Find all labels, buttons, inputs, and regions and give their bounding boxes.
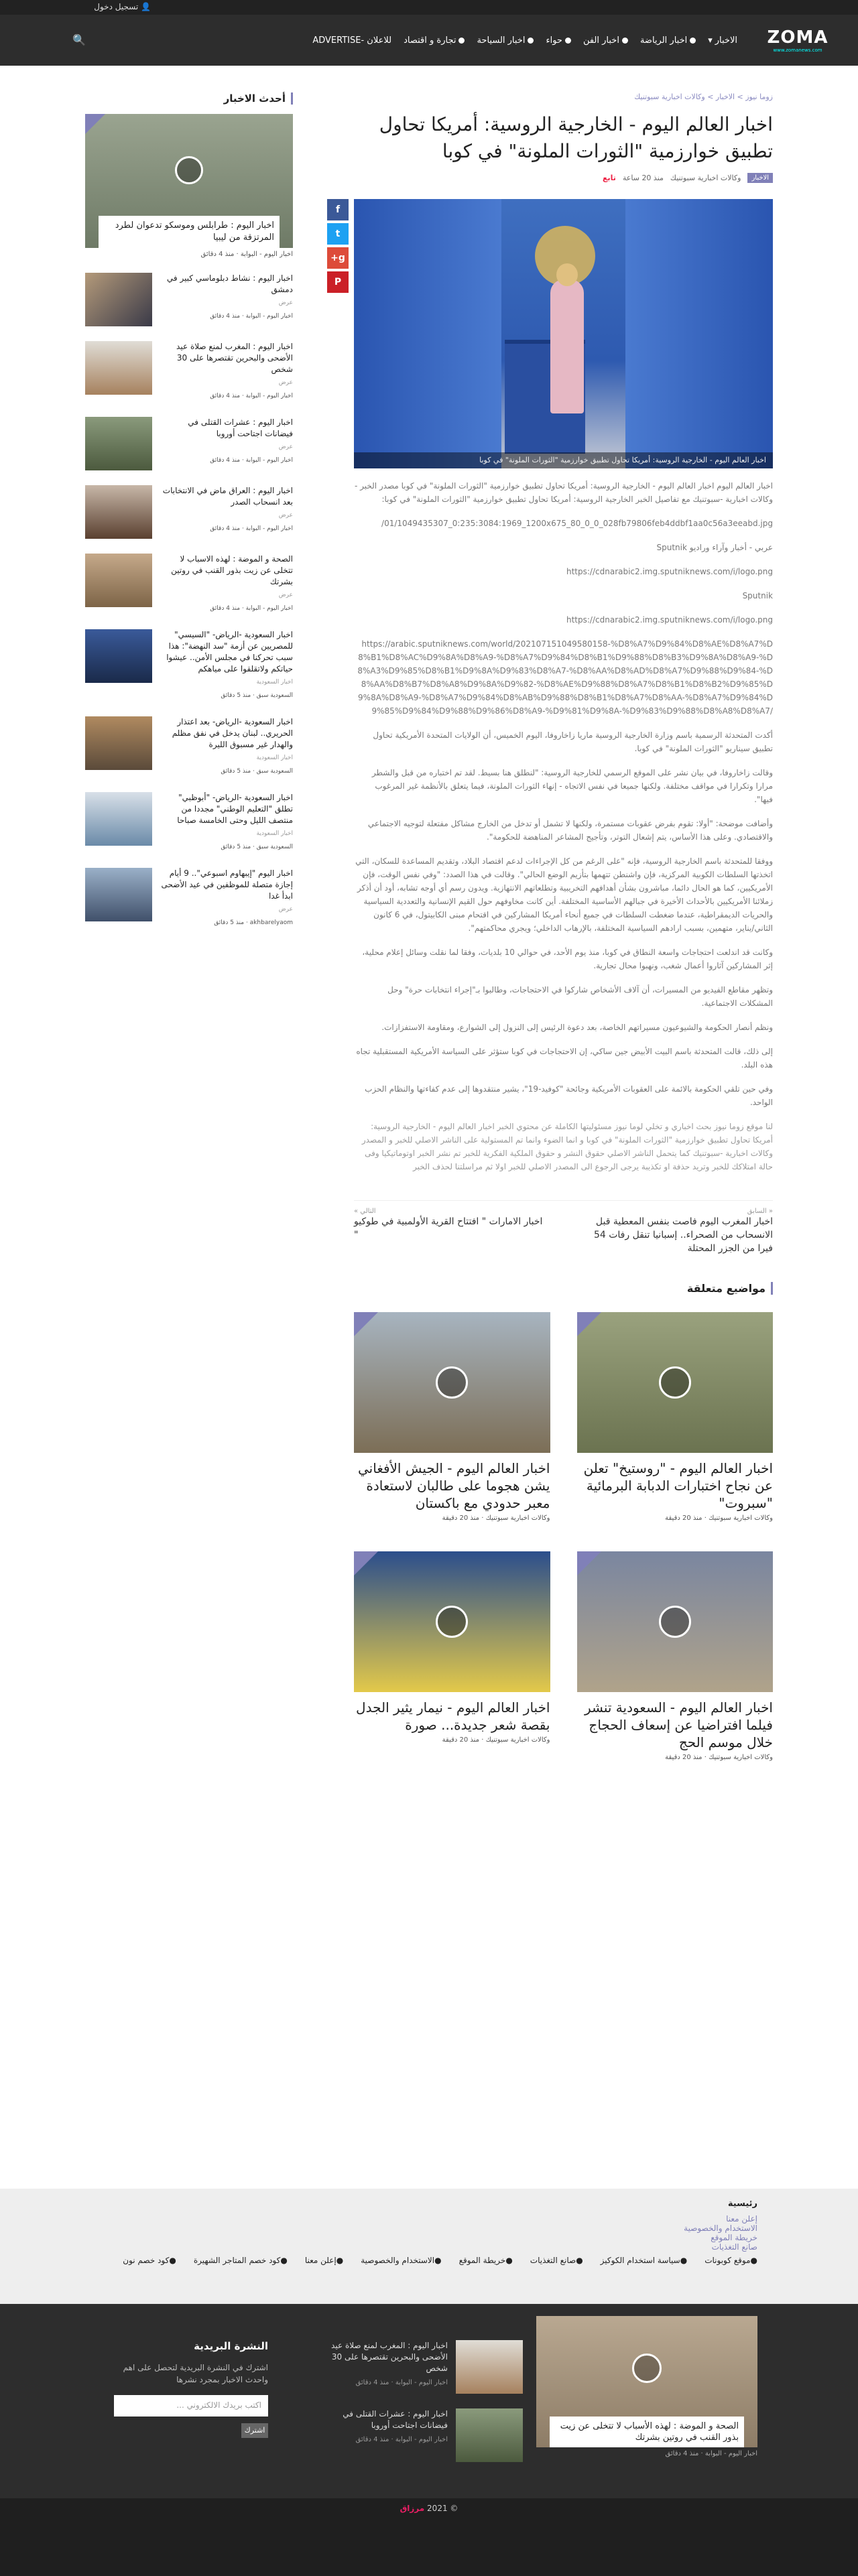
footer-link[interactable]: ● موقع كوبونات (704, 2256, 757, 2265)
list-item[interactable] (322, 2408, 523, 2462)
article-body (354, 479, 773, 1173)
footer-link[interactable]: ● صانع التغذيات (530, 2256, 583, 2265)
dot-icon (528, 38, 534, 44)
google-plus-icon[interactable]: g+ (327, 247, 349, 269)
facebook-icon[interactable]: f (327, 199, 349, 220)
footer-widgets (0, 2304, 858, 2498)
item-title: اخبار اليوم "إيبهاوم اسبوعي".. 9 أيام إجازة متصلة للموظفين في عيد الأضحى ابدأ غدا (161, 868, 293, 901)
site-logo[interactable] (761, 25, 835, 55)
item-sub: اخبار السعودية (256, 679, 293, 686)
item-meta: اخبار اليوم - البوابة · منذ 4 دقائق (355, 2379, 448, 2386)
camera-icon (436, 1366, 468, 1399)
disclaimer: لنا موقع زوما نيوز بحث اخباري و تخلي لوما نيوز مسئوليتها الكاملة عن محتوي الخبر اخبار العالم اليوم - الخارجية الروسية: أمريكا تحاول تطبيق خوارزمية "الثورات الملونة" في كوبا و انما الضوء وانما تم المستولية على الناشر الاصلي للخبر و المصدر وكالات اخبارية -سبوتنيك كما يتحمل الناشر الاصلي حقوق النشر و حقوق الملكية الفكرية للخبر تم نشر الخبر اوتوماتيكيا وفى حالة امتلاكك للخبر وتريد حذفة او تكذيبة يرجى الرجوع الى المصدر الاصلي للخبر اولا ثم مراسلتنا لحذف الخبر (361, 1122, 773, 1171)
related-meta: وكالات اخبارية سبوتنيك · منذ 20 دقيقة (442, 1736, 550, 1744)
item-meta: اخبار اليوم - البوابة · منذ 4 دقائق (210, 313, 293, 320)
item-title: الصحة و الموضة : لهذه الاسباب لا تتخلى عن زيت بذور القنب في روتين بشرتك (171, 554, 293, 586)
related-title: اخبار العالم اليوم - السعودية تنشر فيلما افتراضيا عن إسعاف الحجاج خلال موسم الحج (584, 1699, 773, 1750)
featured-news[interactable] (85, 114, 293, 248)
camera-icon (175, 156, 203, 184)
item-title: اخبار السعودية -الرياض- بعد اعتذار الحريري.. لبنان يدخل في نفق مظلم والهدار غير مسبوق الليرة (172, 717, 293, 749)
featured-title: اخبار اليوم : طرابلس وموسكو تدعوان لطرد المرتزقة من ليبيا (99, 216, 280, 248)
dot-icon (565, 38, 571, 44)
item-sub: عرض (278, 512, 293, 519)
footer-featured[interactable] (536, 2316, 757, 2457)
category-tag[interactable]: الاخبار (747, 173, 773, 183)
item-sub: عرض (278, 906, 293, 913)
image-caption: اخبار العالم اليوم - الخارجية الروسية: أمريكا تحاول تطبيق خوارزمية "الثورات الملونة" في كوبا (354, 452, 773, 468)
footer-link[interactable]: ● إعلن معنا (305, 2256, 343, 2265)
footer-featured-title: الصحة و الموضة : لهذه الأسباب لا تتخلى عن زيت بذور القنب في روتين بشرتك (550, 2417, 744, 2447)
login-link[interactable]: 👤 تسجيل دخول (94, 2, 151, 11)
backdrop-right (625, 199, 773, 468)
item-title: اخبار اليوم : المغرب لمنع صلاة عيد الأضحى والبحرين تقتصرها على 30 شخص (176, 342, 293, 374)
logo-url: www.zomanews.com (773, 48, 822, 53)
footer-link[interactable]: ● كود خصم نون (123, 2256, 176, 2265)
paragraph: https://cdnarabic2.img.sputniknews.com/i/logo.png (566, 615, 773, 625)
prev-next-nav (354, 1200, 773, 1255)
article-title: اخبار العالم اليوم - الخارجية الروسية: أمريكا تحاول تطبيق خوارزمية "الثورات الملونة" في كوبا (379, 113, 773, 162)
list-item[interactable] (85, 792, 293, 853)
newsletter-email-input[interactable]: اكتب بريدك الالكتروني ... (114, 2395, 268, 2417)
item-thumbnail (85, 273, 152, 326)
item-sub: عرض (278, 300, 293, 306)
footer-featured-meta: اخبار اليوم - البوابة · منذ 4 دقائق (665, 2450, 757, 2457)
item-meta: السعودية سبق · منذ 5 دقائق (221, 692, 293, 699)
item-meta: اخبار اليوم - البوابة · منذ 4 دقائق (210, 457, 293, 464)
paragraph: وتظهر مقاطع الفيديو من المسيرات، أن آلاف الأشخاص شاركوا في الاحتجاجات، وطالبوا بـ"إجراء انتخابات حرة" وحل المشكلات الاجتماعية. (387, 985, 773, 1008)
item-title: اخبار اليوم : العراق ماض في الانتخابات بعد انسحاب الصدر (162, 486, 293, 507)
related-card[interactable] (577, 1551, 774, 1761)
footer-col-link[interactable]: خريطة الموقع (711, 2233, 757, 2242)
article-time: منذ 20 ساعة (622, 174, 664, 182)
twitter-icon[interactable]: t (327, 223, 349, 245)
sidebar (85, 92, 293, 929)
paragraph: أكدت المتحدثة الرسمية باسم وزارة الخارجية الروسية ماريا زاخاروفا، اليوم الخميس، أن الولايات المتحدة الأمريكية تحاول تطبيق سيناريو "الثورات الملونة" في كوبا. (373, 730, 773, 753)
related-card[interactable] (577, 1312, 774, 1522)
site-header (0, 15, 858, 66)
nav-item-women[interactable]: حواء (546, 36, 570, 46)
paragraph: ووفقا للمتحدثة باسم الخارجية الروسية، فإنه "على الرغم من كل الإجراءات لدعم اقتصاد البلاد، وتقديم المساعدة للسكان، التي اتخذتها السلطات الكوبية المركزية، فإن واشنطن تتهمها بتأزيم الوضع الحالي". وقالت في هذا الصدد: "وفي نفس الوقت، فإن الأمريكيين، كما هو الحال دائما، مباشرون بشأن أهدافهم التخريبية وتطلعاتهم الانتهازية. ويدون رسم أي أوجه تشابه، أود أن أذكر زملائنا الأمريكيين بالأحداث الأخيرة في جبالهم الأساسية المختلفة. أين كانت مخاوفهم حول القيم الإنسانية والتعددية السياسية والحريات الديمقراطية، عندما ضغطت السلطات في جميع أنحاء أمريكا المشاركين في اقتحام مبنى الكابيتول، في 6 كانون الثاني/يناير، متهمين، بسبب ارادهم السياسية المختلفة، بالإرهاب الداخلي؛ ويجري محاكمتهم". (355, 856, 773, 933)
camera-icon (436, 1606, 468, 1638)
paragraph: https://cdnarabic2.img.sputniknews.com/i/logo.png (566, 567, 773, 576)
item-thumbnail (85, 554, 152, 607)
related-card[interactable] (354, 1551, 550, 1761)
related-image (577, 1312, 774, 1453)
item-title: اخبار اليوم : عشرات القتلى في فيضانات اجتاحت أوروبا (188, 417, 293, 438)
dot-icon (690, 38, 696, 44)
related-heading: مواضيع متعلقة (354, 1282, 773, 1295)
footer-col-link[interactable]: صانع التغذيات (711, 2242, 757, 2252)
prev-article[interactable] (578, 1208, 773, 1255)
item-sub: اخبار السعودية (256, 830, 293, 837)
footer-featured-image (536, 2316, 757, 2447)
newsletter-desc: اشترك في النشرة البريدية لتحصل على اهم واحدث الاخبار بمجرد نشرها (123, 2363, 268, 2384)
item-title: اخبار السعودية -الرياض- "السيسي" للمصريين عن أزمة "سد النهضة": هذا سبب تحركنا في مجلس الأمن.. عيشوا حياتكم ولاتقلقوا على مياهكم (166, 630, 293, 673)
related-title: اخبار العالم اليوم - نيمار يثير الجدل بقصة شعر جديدة... صورة (356, 1699, 550, 1733)
item-title: اخبار السعودية -الرياض- "أبوظبي" تطلق "التعليم الوطني" مجددا من منتصف الليل وحتى الخامسة صباحا (177, 793, 293, 825)
article-source[interactable]: وكالات اخبارية سبوتنيك (670, 174, 741, 182)
item-meta: اخبار اليوم - البوابة · منذ 4 دقائق (355, 2436, 448, 2443)
next-title: اخبار الامارات " افتتاح القرية الأولمبية في طوكيو " (354, 1216, 543, 1240)
item-meta: akhbarelyaom · منذ 5 دقائق (214, 919, 293, 926)
footer-link[interactable]: ● كود خصم المتاجر الشهيرة (194, 2256, 288, 2265)
nav-item-advertise[interactable]: للاعلان -ADVERTISE (312, 35, 392, 46)
item-thumbnail (85, 868, 152, 921)
featured-meta: اخبار اليوم - البوابة · منذ 4 دقائق (200, 251, 293, 258)
paragraph: وفي حين تلقي الحكومة بالائمة على العقوبات الأمريكية وجائحة "كوفيد-19"، يشير منتقدوها إلى عدم كفاءتها والنظام الحزب الواحد. (365, 1084, 773, 1107)
footer-link-row (101, 2256, 757, 2265)
item-thumbnail (85, 417, 152, 470)
paragraph: ونظم أنصار الحكومة والشيوعيون مسيراتهم الخاصة، بعد دعوة الرئيس إلى النزول إلى الشوارع، ومقاومة الاستفزازات. (381, 1023, 773, 1032)
copyright-bar (0, 2498, 858, 2576)
paragraph: وأضافت موضحة: "أولا: تقوم بفرض عقوبات مستمرة، ولكنها لا تشمل أو تدخل من الخارج مشاكل مفتعلة لتوجيه الاجتماعي والاقتصادي. وعلى هذا الأساس، يتم إشعال التوتر، وتأجيج المشاعر المناهضة للحكومة". (367, 819, 773, 842)
item-sub: عرض (278, 379, 293, 386)
main-nav (312, 15, 737, 66)
related-meta: وكالات اخبارية سبوتنيك · منذ 20 دقيقة (442, 1515, 550, 1522)
nav-item-tourism[interactable]: اخبار السياحة (477, 36, 534, 46)
item-thumbnail (456, 2340, 523, 2394)
paragraph: وقالت زاخاروفا، في بيان نشر على الموقع الرسمي للخارجية الروسية: "لنطلق هنا بسيط. لقد تم اختباره من قبل والشطر مرارا وتكرارا في مواقف مختلفة. ولكنها جميعا في نفس الاتجاه - إنهاء الثورات الملونة، فيما يتعلق بالأنظمة غير المرغوب فيها". (371, 768, 773, 804)
dot-icon (458, 38, 465, 44)
related-title: اخبار العالم اليوم - الجيش الأفغاني يشن هجوما على طالبان لاستعادة معبر حدودي مع باكستان (357, 1460, 550, 1511)
prev-label: « السابق (747, 1208, 773, 1215)
camera-icon (659, 1366, 691, 1399)
corner-badge-icon (85, 114, 105, 134)
item-title: اخبار اليوم : المغرب لمنع صلاة عيد الأضحى والبحرين تقتصرها على 30 شخص (331, 2341, 448, 2373)
copyright-text: © 2021 (427, 2504, 458, 2513)
item-title: اخبار اليوم : عشرات القتلى في فيضانات اجتاحت أوروبا (343, 2409, 448, 2430)
item-sub: اخبار السعودية (256, 755, 293, 761)
item-sub: عرض (278, 444, 293, 450)
logo-text: ZOMA (767, 27, 829, 48)
related-grid (354, 1312, 773, 1761)
sidebar-heading: أحدث الاخبار (85, 92, 293, 105)
item-meta: السعودية سبق · منذ 5 دقائق (221, 844, 293, 850)
related-image (577, 1551, 774, 1692)
nav-item-art[interactable]: اخبار الفن (583, 36, 628, 46)
nav-item-news[interactable]: الاخبار ▾ (708, 35, 737, 46)
footer-home[interactable]: رئيسية (727, 2199, 757, 2209)
newsletter (101, 2340, 268, 2438)
backdrop-left (354, 199, 501, 468)
paragraph: اخبار العالم اليوم اخبار العالم اليوم - الخارجية الروسية: أمريكا تحاول تطبيق خوارزمية "الثورات الملونة" في كوبا مصدر الخبر - وكالات اخبارية -سبوتنيك مع تفاصيل الخبر الخارجية الروسية: أمريكا تحاول تطبيق خوارزمية "الثورات الملونة" في كوبا: (354, 481, 773, 504)
search-icon[interactable]: 🔍 (72, 34, 86, 46)
dot-icon (622, 38, 628, 44)
corner-badge-icon (577, 1312, 601, 1336)
prev-title: اخبار المغرب اليوم فاصت بنفس المعطية قبل الانسحاب من الصحراء.. إسبانيا تنقل رفات 54 فيرا من الجزر المحتلة (593, 1216, 773, 1254)
item-meta: اخبار اليوم - البوابة · منذ 4 دقائق (210, 525, 293, 532)
item-meta: اخبار اليوم - البوابة · منذ 4 دقائق (210, 605, 293, 612)
list-item[interactable] (85, 716, 293, 777)
list-item[interactable] (85, 341, 293, 402)
article (330, 92, 773, 1761)
item-meta: اخبار اليوم - البوابة · منذ 4 دقائق (210, 393, 293, 399)
item-thumbnail (456, 2408, 523, 2462)
footer-col-link[interactable]: إعلن معنا (726, 2214, 757, 2224)
next-label: التالي » (354, 1208, 376, 1215)
item-thumbnail (85, 716, 152, 770)
footer-link[interactable]: ● خريطة الموقع (459, 2256, 513, 2265)
nav-item-economy[interactable]: تجارة و اقتصاد (404, 36, 465, 46)
item-thumbnail (85, 629, 152, 683)
paragraph: إلى ذلك، قالت المتحدثة باسم البيت الأبيض جين ساكي، إن الاحتجاجات في كوبا ستؤثر على السياسة الأمريكية المستقبلية تجاه هذه البلد. (356, 1047, 773, 1070)
pinterest-icon[interactable]: P (327, 271, 349, 293)
subscribe-button[interactable]: اشترك (241, 2423, 268, 2438)
item-thumbnail (85, 341, 152, 395)
list-item[interactable] (85, 273, 293, 326)
item-meta: السعودية سبق · منذ 5 دقائق (221, 768, 293, 775)
corner-badge-icon (577, 1551, 601, 1575)
related-meta: وكالات اخبارية سبوتنيك · منذ 20 دقيقة (665, 1515, 773, 1522)
item-title: اخبار اليوم : نشاط دبلوماسي كبير في دمشق (166, 273, 293, 294)
hot-badge: تابع (603, 174, 616, 182)
related-card[interactable] (354, 1312, 550, 1522)
paragraph: عربي - أخبار وآراء وراديو Sputnik (656, 543, 773, 552)
list-item[interactable] (85, 629, 293, 702)
footer-link[interactable]: ● سياسة استخدام الكوكيز (601, 2256, 688, 2265)
brand-link[interactable]: مرزاق (400, 2504, 425, 2513)
related-image (354, 1551, 550, 1692)
footer-link[interactable]: ● الاستخدام والخصوصية (361, 2256, 441, 2265)
list-item[interactable] (85, 417, 293, 470)
corner-badge-icon (354, 1312, 378, 1336)
speaker-head (556, 263, 578, 286)
item-thumbnail (85, 485, 152, 539)
footer-col (684, 2199, 757, 2252)
paragraph: Sputnik (742, 591, 773, 600)
footer-list (322, 2340, 523, 2477)
article-meta (354, 173, 773, 183)
breadcrumb[interactable]: زوما نيوز > الاخبار > وكالات اخبارية سبوتنيك (634, 92, 773, 101)
camera-icon (632, 2354, 662, 2383)
footer-links (0, 2189, 858, 2304)
list-item[interactable] (322, 2340, 523, 2394)
list-item[interactable] (85, 554, 293, 615)
next-article[interactable] (354, 1208, 548, 1255)
newsletter-title: النشرة البريدية (194, 2340, 268, 2352)
camera-icon (659, 1606, 691, 1638)
item-thumbnail (85, 792, 152, 846)
item-sub: عرض (278, 592, 293, 598)
speaker-figure (550, 279, 584, 413)
top-bar (0, 0, 858, 15)
list-item[interactable] (85, 485, 293, 539)
article-image (354, 199, 773, 468)
related-title: اخبار العالم اليوم - "روستيخ" تعلن عن نجاح اختبارات الدبابة البرمائية "سبروت" (583, 1460, 773, 1511)
paragraph: https://arabic.sputniknews.com/world/202107151049580158-%D8%A7%D9%84%D8%AE%D8%A7%D8%B1%D8%AC%D9%8A%D8%A9-%D8%A7%D9%84%D8%B1%D9%88%D8%B3%D9%8A%D8%A9-%D8%A3%D9%85%D8%B1%D9%8A%D9%83%D8%A7-%D8%AA%D8%AD%D8%A7%D9%88%D9%84-%D8%AA%D8%B7%D8%A8%D9%8A%D9%82-%D8%AE%D9%88%D8%A7%D8%B1%D8%B2%D9%85%D9%8A%D8%A9-%D8%A7%D9%84%D8%AB%D9%88%D8%B1%D8%A7%D8%AA-%D8%A7%D9%84%D9%85%D9%84%D9%88%D9%86%D8%A9-%D9%81%D9%8A-%D9%83%D9%88%D8%A8%D8%A7/ (357, 639, 773, 716)
related-image (354, 1312, 550, 1453)
nav-item-sports[interactable]: اخبار الرياضة (640, 36, 696, 46)
corner-badge-icon (354, 1551, 378, 1575)
related-meta: وكالات اخبارية سبوتنيك · منذ 20 دقيقة (665, 1754, 773, 1761)
list-item[interactable] (85, 868, 293, 929)
paragraph: /01/1049435307_0:235:3084:1969_1200x675_80_0_0_028fb79806feb4ddbf1aa0c56a3eeabd.jpg (381, 519, 773, 528)
footer-col-link[interactable]: الاستخدام والخصوصية (684, 2224, 757, 2233)
share-bar (327, 199, 349, 293)
paragraph: وكانت قد اندلعت احتجاجات واسعة النطاق في كوبا، منذ يوم الأحد، في حوالي 10 بلديات، وفقا لما نقلت وسائل إعلام محلية، إثر المشاركين آثاروا أعمال شغب، ونهبوا محال تجارية. (362, 948, 773, 970)
